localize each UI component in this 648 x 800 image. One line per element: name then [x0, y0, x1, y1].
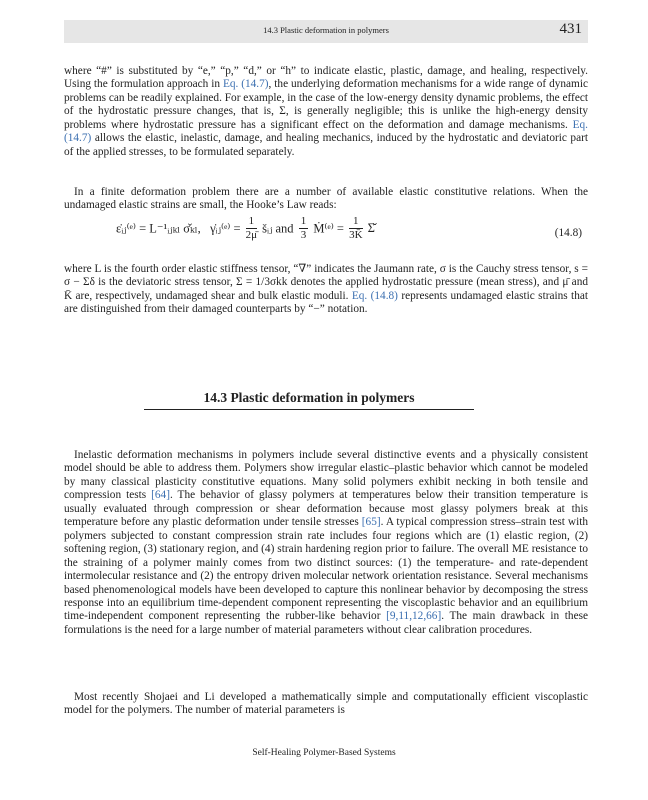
equation-term: Ṁ⁽ᵉ⁾ = — [313, 221, 344, 236]
paragraph-definitions — [64, 263, 588, 317]
paragraph-text: . A typical compression stress–strain test with polymers subjected to constant compression strain rate includes four regions which are (1) elastic region, (2) softening region, (3) stationary region, and (4) strain hardening region prior to failure. The overall ME resistance to the straining of a polymer mainly comes from two distinct sources: (1) the temperature- and rate-dependent intermolecular resistance and (2) the entropy driven molecular network orientation resistance. Several mechanisms based phenomenological models have been developed to capture this nonlinear behavior by decomposing the stress response into an equilibrium time-dependent component representing the viscoplastic behavior and an equilibrium time-independent component representing the rubber-like behavior — [64, 516, 588, 623]
running-header — [64, 20, 588, 43]
page-number: 431 — [559, 21, 582, 37]
equation-fraction — [299, 215, 309, 242]
equation-reference-link[interactable]: Eq. (14.8) — [351, 289, 398, 302]
equation-term: Σ̌ — [367, 221, 375, 235]
fraction-denominator: 2μ̄ — [245, 229, 258, 241]
equation-reference-link[interactable]: Eq. (14.7) — [64, 118, 588, 145]
citation-link[interactable]: [9,11,12,66] — [386, 610, 442, 623]
equation-fraction — [349, 215, 362, 242]
fraction-numerator: 1 — [349, 215, 362, 229]
paragraph-text: . The main drawback in these formulations is the need for a large number of material parameters without clear calibration procedures. — [64, 610, 588, 636]
paragraph-text: where “#” is substituted by “e,” “p,” “d,” or “h” to indicate elastic, plastic, damage, and healing, respectively. Using the formulation approach in — [64, 65, 588, 91]
citation-link[interactable]: [64] — [151, 489, 170, 502]
paragraph-text: , the underlying deformation mechanisms for a wide range of dynamic problems can be readily explained. For example, in the case of the low-energy density dynamic problems, the effect of the hydrostatic pressure changes, that is, Σ, is generally negligible; this is unlike the high-energy density problems where hydrostatic pressure has a significant effect on the deformation and damage mechanisms. — [64, 78, 588, 131]
fraction-denominator: 3K̄ — [349, 229, 363, 241]
fraction-denominator: 3 — [300, 229, 307, 241]
equation-term: ε̇ᵢⱼ⁽ᵉ⁾ = L⁻¹ᵢⱼₖₗ σ̌ₖₗ, — [116, 221, 201, 236]
fraction-numerator: 1 — [300, 215, 307, 227]
paragraph-hookes-law: In a finite deformation problem there are a number of available elastic constitutive relations. When the undamaged elastic strains are small, the Hooke’s Law reads: — [64, 186, 588, 212]
equation-term: šᵢⱼ and — [262, 221, 294, 236]
paragraph-text: represents undamaged elastic strains that are distinguished from their damaged counterparts by “−” notation. — [64, 289, 588, 316]
equation-term: γ̇ᵢⱼ⁽ᵉ⁾ = — [210, 221, 241, 236]
fraction-numerator: 1 — [246, 215, 257, 229]
equation-reference-link[interactable]: Eq. (14.7) — [222, 78, 269, 91]
section-heading: 14.3 Plastic deformation in polymers — [203, 390, 415, 405]
paragraph-text: allows the elastic, inelastic, damage, and healing mechanics, induced by the hydrostatic and deviatoric part of the applied stresses, to be formulated separately. — [64, 132, 588, 158]
book-title-footer: Self-Healing Polymer-Based Systems — [252, 748, 396, 758]
equation-number: (14.8) — [554, 227, 582, 239]
paragraph-inelastic-mechanisms — [64, 449, 588, 637]
paragraph-text: where L is the fourth order elastic stiffness tensor, “∇” indicates the Jaumann rate, σ is the Cauchy stress tensor, s = σ − Σδ is the deviatoric stress tensor, Σ = 1/3σkk denotes the applied hydrostatic pressure (mean stress), and μ̄ and K̄ are, respectively, undamaged shear and bulk elastic moduli. — [64, 263, 588, 302]
running-title: 14.3 Plastic deformation in polymers — [263, 25, 389, 35]
paragraph-formulation — [64, 65, 588, 159]
paragraph-shojaei-li: Most recently Shojaei and Li developed a mathematically simple and computationally efficient viscoplastic model for the polymers. The number of material parameters is — [64, 691, 588, 717]
equation-fraction — [246, 215, 257, 242]
paragraph-text: Inelastic deformation mechanisms in polymers include several distinctive events and a physically consistent model should be able to address them. Polymers show irregular elastic–plastic behavior which cannot be modeled by many classical plasticity constitutive equations. Many solid polymers exhibit necking in both tensile and compression tests — [64, 449, 588, 502]
section-rule — [144, 409, 474, 410]
paragraph-text: . The behavior of glassy polymers at temperatures below their transition temperature is usually evaluated through compression or shear deformation because most glassy polymers break at this temperature before any plastic deformation under tensile stresses — [64, 489, 588, 529]
equation-14-8 — [64, 215, 588, 255]
citation-link[interactable]: [65] — [361, 516, 381, 529]
